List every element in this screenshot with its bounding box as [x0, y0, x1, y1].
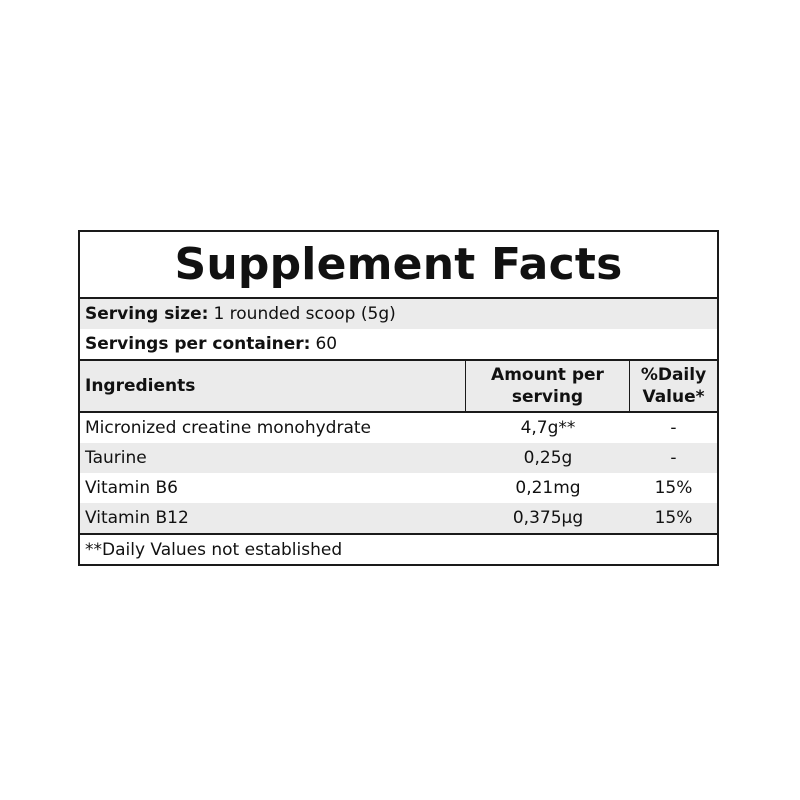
ingredient-name: Vitamin B12	[85, 508, 189, 528]
footnote: **Daily Values not established	[80, 533, 717, 564]
serving-size-value: 1 rounded scoop (5g)	[213, 304, 396, 324]
ingredient-amount: 0,21mg	[515, 478, 581, 498]
ingredient-name: Taurine	[85, 448, 147, 468]
header-daily-value: %Daily Value*	[640, 365, 707, 407]
ingredient-daily-value: 15%	[654, 478, 693, 498]
table-row	[80, 503, 717, 533]
ingredient-amount: 0,25g	[523, 448, 573, 468]
serving-size-label: Serving size:	[85, 304, 209, 324]
header-amount: Amount per serving	[466, 361, 630, 411]
servings-per-container-value: 60	[315, 334, 338, 354]
ingredient-daily-value: 15%	[654, 508, 693, 528]
ingredient-daily-value: -	[670, 418, 677, 438]
ingredient-amount: 4,7g**	[520, 418, 576, 438]
panel-title: Supplement Facts	[80, 232, 717, 299]
table-row	[80, 413, 717, 443]
ingredient-amount: 0,375µg	[512, 508, 584, 528]
table-row	[80, 443, 717, 473]
serving-size-row	[80, 299, 717, 329]
supplement-facts-panel	[78, 230, 719, 566]
servings-per-container-label: Servings per container:	[85, 334, 311, 354]
ingredient-daily-value: -	[670, 448, 677, 468]
servings-per-container-row	[80, 329, 717, 359]
ingredient-name: Vitamin B6	[85, 478, 179, 498]
header-ingredients: Ingredients	[80, 361, 466, 411]
table-header	[80, 359, 717, 413]
table-row	[80, 473, 717, 503]
ingredient-name: Micronized creatine monohydrate	[85, 418, 371, 438]
